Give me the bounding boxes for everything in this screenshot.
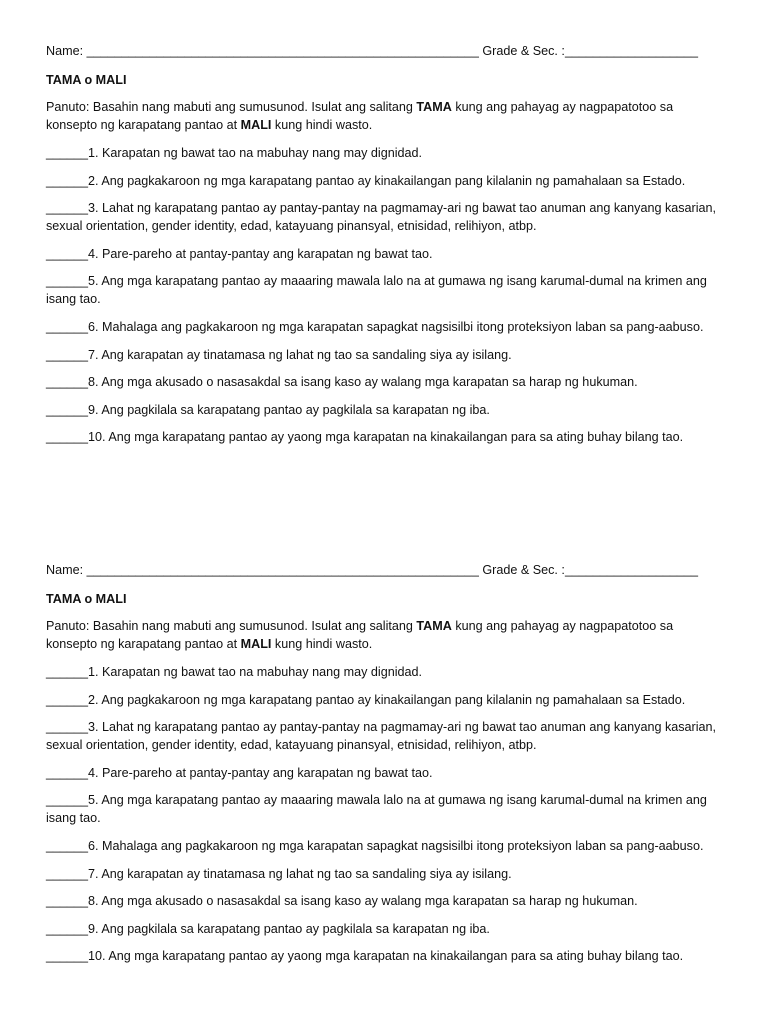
answer-blank[interactable]: ______ — [46, 793, 89, 808]
answer-blank[interactable]: ______ — [46, 894, 89, 909]
answer-blank[interactable]: ______ — [46, 720, 89, 735]
question-item — [46, 172, 726, 190]
question-text: 4. Pare-pareho at pantay-pantay ang karapatan ng bawat tao. — [88, 765, 433, 780]
question-text: 2. Ang pagkakaroon ng mga karapatang pantao ay kinakailangan pang kilalanin ng pamahalaan sa Estado. — [88, 173, 686, 188]
question-item — [46, 272, 726, 308]
answer-blank[interactable]: ______ — [46, 866, 89, 881]
answer-blank[interactable]: ______ — [46, 375, 89, 390]
grade-section-field[interactable]: ___________________ — [564, 44, 699, 58]
answer-blank[interactable]: ______ — [46, 201, 89, 216]
answer-blank[interactable]: ______ — [46, 274, 89, 289]
name-label: Name: — [46, 563, 87, 577]
instructions-tama: TAMA — [416, 619, 452, 633]
answer-blank[interactable]: ______ — [46, 402, 89, 417]
instructions-text: Panuto: Basahin nang mabuti ang sumusunod. Isulat ang salitang — [46, 619, 417, 633]
question-text: 10. Ang mga karapatang pantao ay yaong mga karapatan na kinakailangan para sa ating buhay bilang tao. — [88, 430, 684, 445]
question-item — [46, 373, 726, 391]
answer-blank[interactable]: ______ — [46, 146, 89, 160]
instructions-mali: MALI — [240, 118, 272, 132]
name-field[interactable]: ________________________________________________________ — [86, 44, 479, 58]
question-item — [46, 947, 726, 965]
question-item — [46, 837, 726, 855]
question-item — [46, 865, 726, 883]
instructions-text: kung ang pahayag ay nagpapatotoo sa konsepto ng karapatang pantao at — [46, 100, 674, 132]
question-item — [46, 691, 726, 709]
instructions-text: kung hindi wasto. — [271, 637, 373, 651]
question-text: 9. Ang pagkilala sa karapatang pantao ay pagkilala sa karapatan ng iba. — [88, 921, 490, 936]
student-info-row — [46, 561, 726, 579]
answer-blank[interactable]: ______ — [46, 921, 89, 936]
answer-blank[interactable]: ______ — [46, 765, 89, 780]
question-text: 6. Mahalaga ang pagkakaroon ng mga karapatan sapagkat nagsisilbi itong proteksiyon laban sa pang-aabuso. — [88, 319, 704, 334]
answer-blank[interactable]: ______ — [46, 347, 89, 362]
question-item — [46, 401, 726, 419]
grade-section-label: Grade & Sec. : — [478, 563, 565, 577]
question-item — [46, 245, 726, 263]
answer-blank[interactable]: ______ — [46, 692, 89, 707]
instructions-text: kung hindi wasto. — [271, 118, 373, 132]
answer-blank[interactable]: ______ — [46, 949, 89, 964]
instructions-text: Panuto: Basahin nang mabuti ang sumusunod. Isulat ang salitang — [46, 100, 417, 114]
grade-section-label: Grade & Sec. : — [478, 44, 565, 58]
instructions-text: kung ang pahayag ay nagpapatotoo sa konsepto ng karapatang pantao at — [46, 619, 674, 651]
question-text: 7. Ang karapatan ay tinatamasa ng lahat ng tao sa sandaling siya ay isilang. — [88, 866, 512, 881]
name-label: Name: — [46, 44, 87, 58]
question-item — [46, 663, 726, 681]
question-item — [46, 764, 726, 782]
question-item — [46, 199, 726, 235]
grade-section-field[interactable]: ___________________ — [564, 563, 699, 577]
question-text: 7. Ang karapatan ay tinatamasa ng lahat ng tao sa sandaling siya ay isilang. — [88, 347, 512, 362]
worksheet-copy-1 — [46, 42, 726, 456]
answer-blank[interactable]: ______ — [46, 173, 89, 188]
question-text: 3. Lahat ng karapatang pantao ay pantay-pantay na pagmamay-ari ng bawat tao anuman ang kanyang kasarian, sexual orientation, gender identity, edad, katayuang pinansyal, etnisidad, relihiyon, atbp. — [46, 720, 717, 753]
name-field[interactable]: ________________________________________________________ — [86, 563, 479, 577]
question-text: 8. Ang mga akusado o nasasakdal sa isang kaso ay walang mga karapatan sa harap ng hukuman. — [88, 375, 638, 390]
question-text: 3. Lahat ng karapatang pantao ay pantay-pantay na pagmamay-ari ng bawat tao anuman ang kanyang kasarian, sexual orientation, gender identity, edad, katayuang pinansyal, etnisidad, relihiyon, atbp. — [46, 201, 717, 234]
instructions-mali: MALI — [240, 637, 272, 651]
question-item — [46, 318, 726, 336]
question-item — [46, 892, 726, 910]
question-item — [46, 718, 726, 754]
question-text: 9. Ang pagkilala sa karapatang pantao ay pagkilala sa karapatan ng iba. — [88, 402, 490, 417]
question-text: 10. Ang mga karapatang pantao ay yaong mga karapatan na kinakailangan para sa ating buhay bilang tao. — [88, 949, 684, 964]
answer-blank[interactable]: ______ — [46, 319, 89, 334]
question-text: 1. Karapatan ng bawat tao na mabuhay nang may dignidad. — [88, 665, 423, 679]
question-text: 5. Ang mga karapatang pantao ay maaaring mawala lalo na at gumawa ng isang karumal-dumal na krimen ang isang tao. — [46, 793, 707, 826]
question-item — [46, 428, 726, 446]
question-item — [46, 920, 726, 938]
question-text: 5. Ang mga karapatang pantao ay maaaring mawala lalo na at gumawa ng isang karumal-dumal na krimen ang isang tao. — [46, 274, 707, 307]
instructions — [46, 617, 726, 653]
question-text: 8. Ang mga akusado o nasasakdal sa isang kaso ay walang mga karapatan sa harap ng hukuman. — [88, 894, 638, 909]
answer-blank[interactable]: ______ — [46, 665, 89, 679]
question-item — [46, 144, 726, 162]
instructions-tama: TAMA — [416, 100, 452, 114]
question-text: 2. Ang pagkakaroon ng mga karapatang pantao ay kinakailangan pang kilalanin ng pamahalaan sa Estado. — [88, 692, 686, 707]
quiz-title: TAMA o MALI — [46, 592, 127, 606]
question-text: 4. Pare-pareho at pantay-pantay ang karapatan ng bawat tao. — [88, 246, 433, 261]
answer-blank[interactable]: ______ — [46, 246, 89, 261]
question-text: 6. Mahalaga ang pagkakaroon ng mga karapatan sapagkat nagsisilbi itong proteksiyon laban sa pang-aabuso. — [88, 838, 704, 853]
answer-blank[interactable]: ______ — [46, 430, 89, 445]
question-item — [46, 346, 726, 364]
answer-blank[interactable]: ______ — [46, 838, 89, 853]
quiz-title: TAMA o MALI — [46, 73, 127, 87]
question-text: 1. Karapatan ng bawat tao na mabuhay nang may dignidad. — [88, 146, 423, 160]
student-info-row — [46, 42, 726, 60]
instructions — [46, 98, 726, 134]
worksheet-copy-2 — [46, 561, 726, 975]
question-item — [46, 791, 726, 827]
